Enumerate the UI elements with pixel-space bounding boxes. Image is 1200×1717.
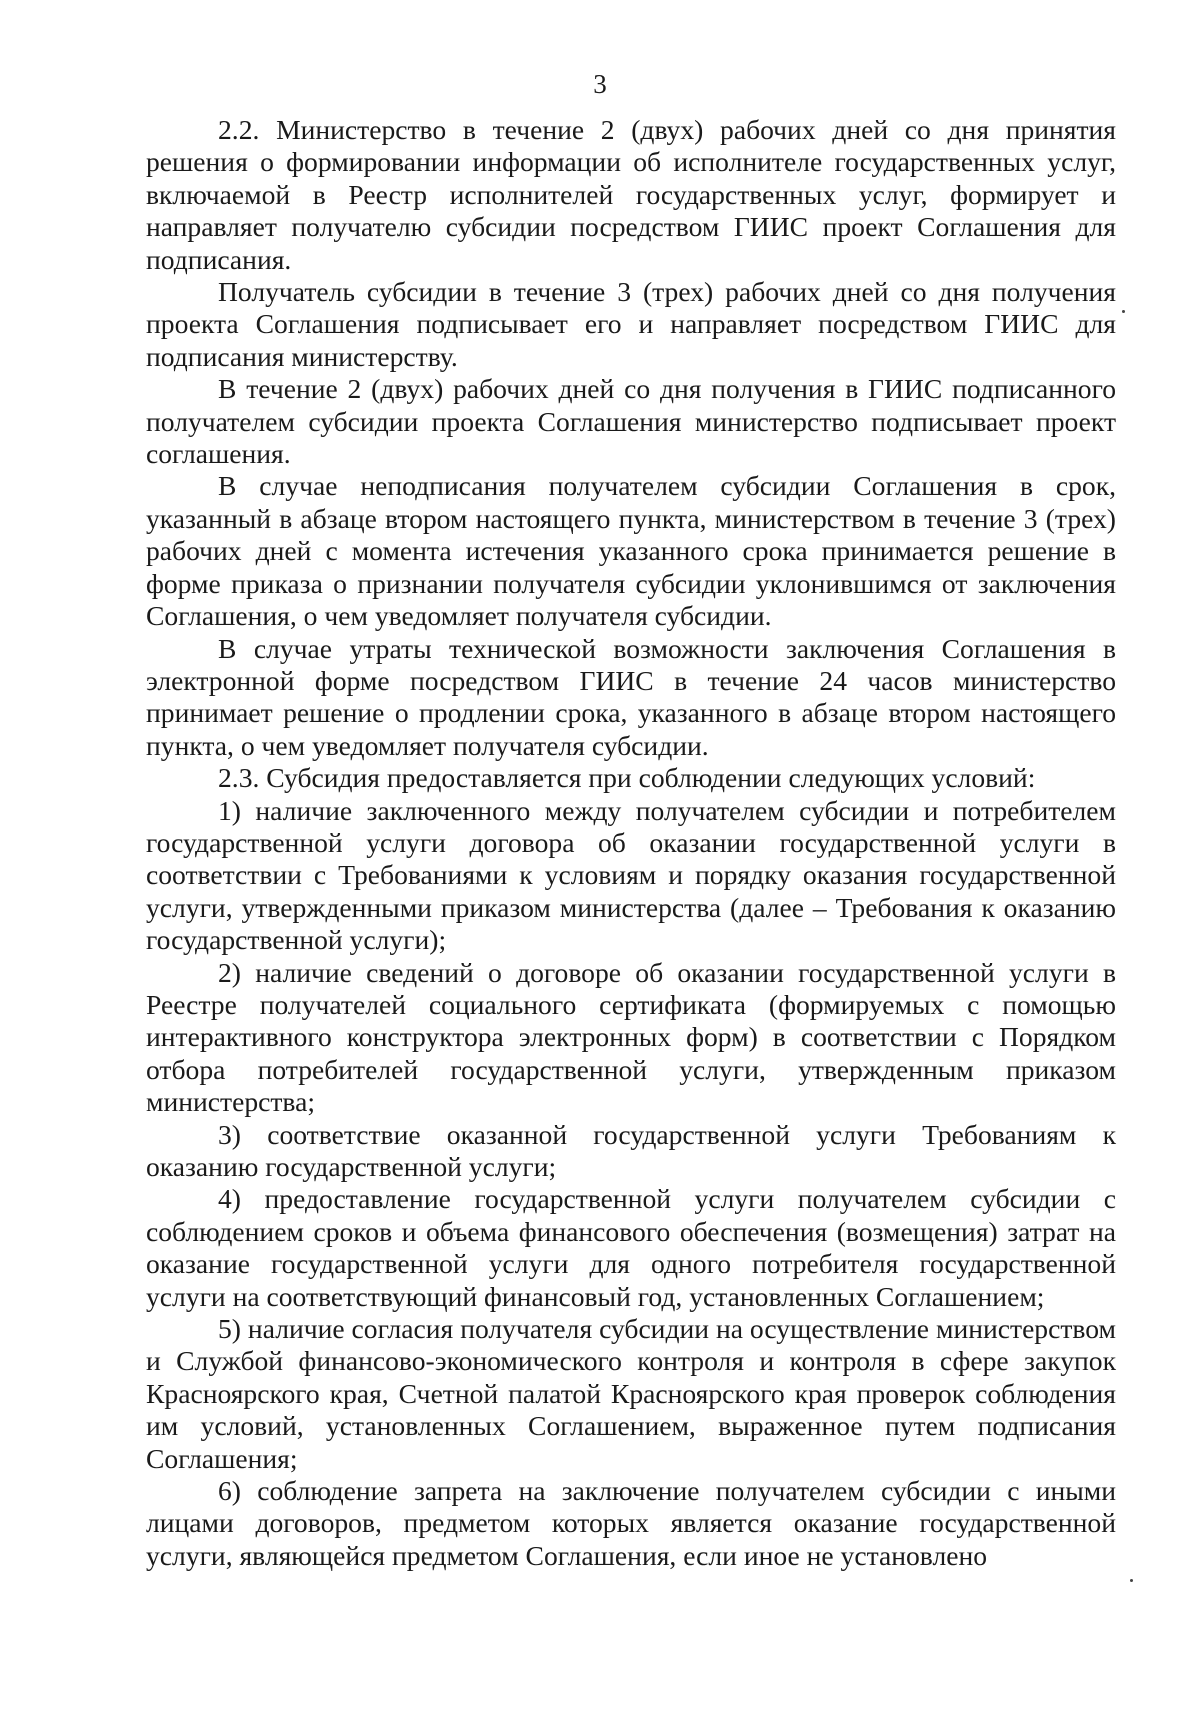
paragraph-2-3: 2.3. Субсидия предоставляется при соблюдении следующих условий:: [218, 762, 1036, 794]
paragraph-non-signing: В случае неподписания получателем субсидии Соглашения в срок, указанный в абзаце втором настоящего пункта, министерством в течение 3 (трех) рабочих дней с момента истечения указанного срока принимается решение в форме приказа о признании получателя субсидии уклонившимся от заключения Соглашения, о чем уведомляет получателя субсидии.: [146, 470, 1116, 632]
condition-2: 2) наличие сведений о договоре об оказании государственной услуги в Реестре получателей социального сертификата (формируемых с помощью интерактивного конструктора электронных форм) в соответствии с Порядком отбора потребителей государственной услуги, утвержденным приказом министерства;: [146, 956, 1116, 1118]
condition-1: 1) наличие заключенного между получателем субсидии и потребителем государственной услуги договора об оказании государственной услуги в соответствии с Требованиями к условиям и порядку оказания государственной услуги, утвержденными приказом министерства (далее – Требования к оказанию государственной услуги);: [146, 794, 1116, 956]
page-number: 3: [593, 69, 607, 99]
condition-5: 5) наличие согласия получателя субсидии на осуществление министерством и Службой финансово-экономического контроля и контроля в сфере закупок Красноярского края, Счетной палатой Красноярского края проверок соблюдения им условий, установленных Соглашением, выраженное путем подписания Соглашения;: [146, 1313, 1116, 1474]
scan-speck: [1122, 310, 1125, 313]
paragraph-ministry-signing: В течение 2 (двух) рабочих дней со дня получения в ГИИС подписанного получателем субсидии проекта Соглашения министерство подписывает проект соглашения.: [146, 373, 1116, 470]
paragraph-recipient-signing: Получатель субсидии в течение 3 (трех) рабочих дней со дня получения проекта Соглашения подписывает его и направляет посредством ГИИС для подписания министерству.: [146, 276, 1116, 372]
document-body: [146, 114, 1116, 1572]
condition-6: 6) соблюдение запрета на заключение получателем субсидии с иными лицами договоров, предметом которых является оказание государственной услуги, являющейся предметом Соглашения, если иное не установлено: [146, 1475, 1116, 1571]
condition-3: 3) соответствие оказанной государственной услуги Требованиям к оказанию государственной услуги;: [146, 1118, 1116, 1182]
scan-speck: [1130, 1579, 1133, 1582]
condition-4: 4) предоставление государственной услуги получателем субсидии с соблюдением сроков и объема финансового обеспечения (возмещения) затрат на оказание государственной услуги для одного потребителя государственной услуги на соответствующий финансовый год, установленных Соглашением;: [146, 1183, 1116, 1312]
paragraph-technical-loss: В случае утраты технической возможности заключения Соглашения в электронной форме посредством ГИИС в течение 24 часов министерство принимает решение о продлении срока, указанного в абзаце втором настоящего пункта, о чем уведомляет получателя субсидии.: [146, 632, 1116, 761]
paragraph-2-2: 2.2. Министерство в течение 2 (двух) рабочих дней со дня принятия решения о формировании информации об исполнителе государственных услуг, включаемой в Реестр исполнителей государственных услуг, формирует и направляет получателю субсидии посредством ГИИС проект Соглашения для подписания.: [146, 114, 1116, 275]
